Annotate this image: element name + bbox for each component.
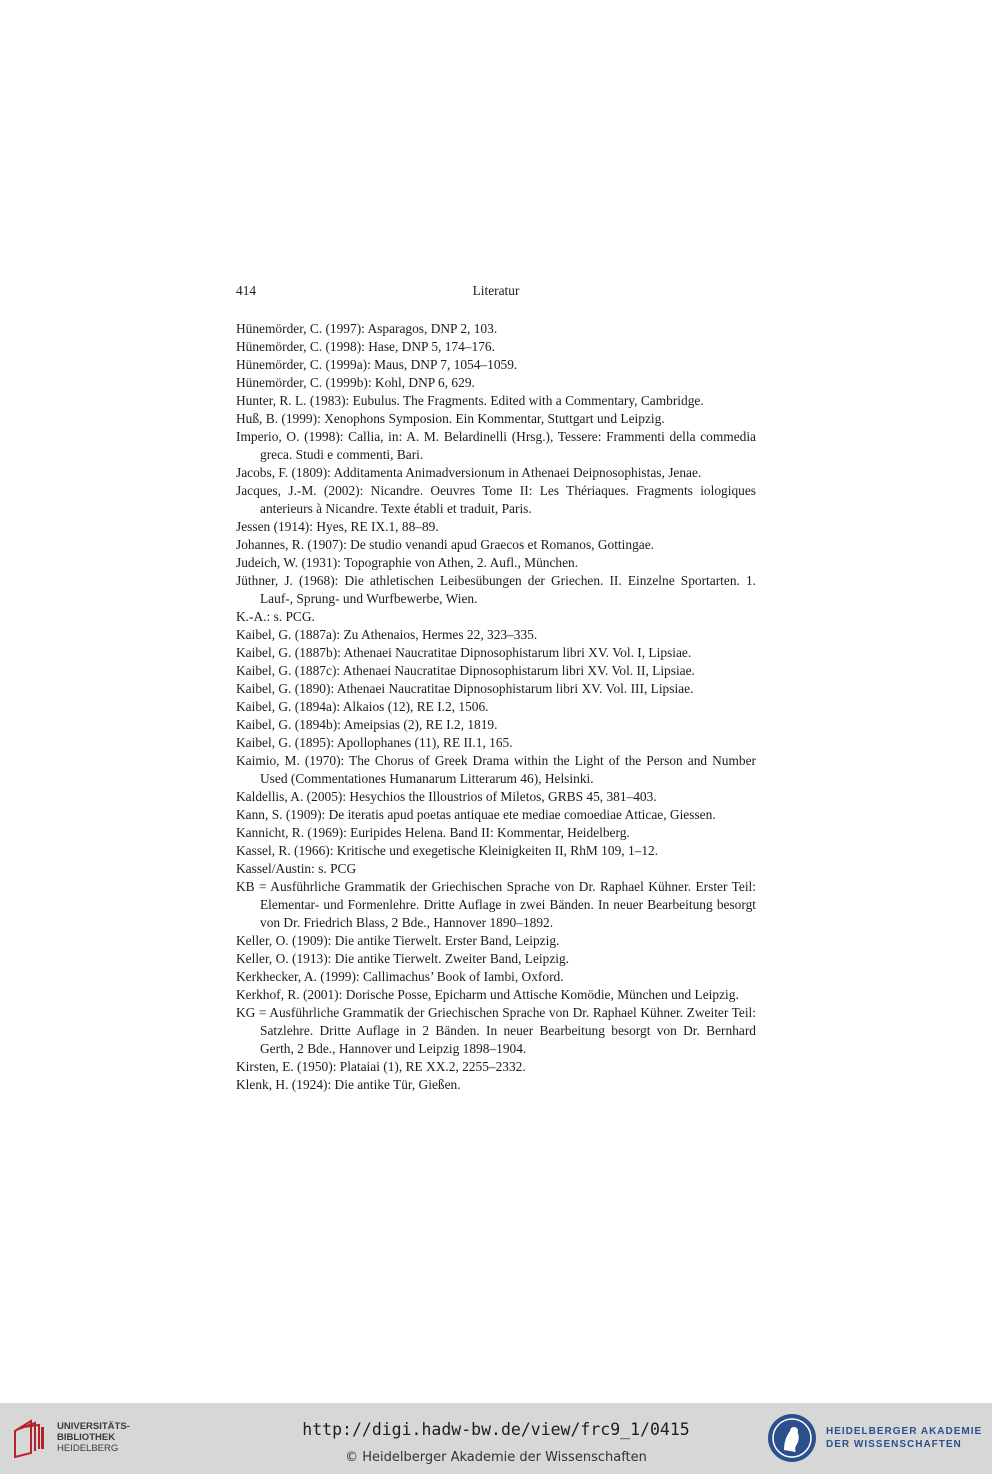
academy-name: [826, 1426, 982, 1451]
bibliography-entry: Kerkhecker, A. (1999): Callimachus’ Book of Iambi, Oxford.: [236, 969, 564, 984]
bibliography-entry: Jüthner, J. (1968): Die athletischen Leibesübungen der Griechen. II. Einzelne Sportarten. 1. Lauf-, Sprung- und Wurfbewerbe, Wien.: [236, 573, 756, 606]
bibliography-entry: Kannicht, R. (1969): Euripides Helena. Band II: Kommentar, Heidelberg.: [236, 825, 630, 840]
bibliography-entry: Kaibel, G. (1894a): Alkaios (12), RE I.2, 1506.: [236, 699, 489, 714]
bibliography-entry: Keller, O. (1913): Die antike Tierwelt. Zweiter Band, Leipzig.: [236, 951, 570, 966]
bibliography-entry: Klenk, H. (1924): Die antike Tür, Gießen.: [236, 1077, 461, 1092]
academy-line-1: HEIDELBERGER AKADEMIE: [826, 1426, 983, 1437]
bibliography-entry: Hünemörder, C. (1998): Hase, DNP 5, 174–176.: [236, 339, 495, 354]
bibliography-entry: Kaldellis, A. (2005): Hesychios the Illoustrios of Miletos, GRBS 45, 381–403.: [236, 789, 657, 804]
bibliography-entry: Kaibel, G. (1887a): Zu Athenaios, Hermes 22, 323–335.: [236, 627, 538, 642]
ub-line-2: BIBLIOTHEK: [57, 1432, 116, 1443]
bibliography-entry: KB = Ausführliche Grammatik der Griechischen Sprache von Dr. Raphael Kühner. Erster Teil: Elementar- und Formenlehre. Dritte Auflage in zwei Bänden. In neuer Bearbeitung besorgt von Dr. Friedrich Blass, 2 Bde., Hannover 1890–1892.: [236, 879, 756, 930]
bibliography-entry: Johannes, R. (1907): De studio venandi apud Graecos et Romanos, Gottingae.: [236, 537, 654, 552]
bibliography-entry: Jacques, J.-M. (2002): Nicandre. Oeuvres Tome II: Les Thériaques. Fragments iologiques anterieurs à Nicandre. Texte établi et traduit, Paris.: [236, 483, 756, 516]
permalink-url[interactable]: http://digi.hadw-bw.de/view/frc9_1/0415: [302, 1420, 690, 1439]
running-title: Literatur: [472, 283, 520, 298]
bibliography-list: [236, 320, 756, 1094]
bibliography-entry: Jacobs, F. (1809): Additamenta Animadversionum in Athenaei Deipnosophistas, Jenae.: [236, 465, 702, 480]
bibliography-entry: Imperio, O. (1998): Callia, in: A. M. Belardinelli (Hrsg.), Tessere: Frammenti della commedia greca. Studi e commenti, Bari.: [236, 429, 756, 462]
page-number: 414: [236, 283, 257, 298]
bibliography-entry: Kaibel, G. (1894b): Ameipsias (2), RE I.2, 1819.: [236, 717, 498, 732]
bibliography-entry: Hünemörder, C. (1999a): Maus, DNP 7, 1054–1059.: [236, 357, 518, 372]
bibliography-entry: Kaibel, G. (1887b): Athenaei Naucratitae Dipnosophistarum libri XV. Vol. I, Lipsiae.: [236, 645, 692, 660]
bibliography-entry: Kaimio, M. (1970): The Chorus of Greek Drama within the Light of the Person and Number Used (Commentationes Humanarum Litterarum 46), Helsinki.: [236, 753, 756, 786]
bibliography-entry: Kassel, R. (1966): Kritische und exegetische Kleinigkeiten II, RhM 109, 1–12.: [236, 843, 659, 858]
bibliography-entry: K.-A.: s. PCG.: [236, 609, 315, 624]
bibliography-entry: Hunter, R. L. (1983): Eubulus. The Fragments. Edited with a Commentary, Cambridge.: [236, 393, 704, 408]
bibliography-entry: Hünemörder, C. (1999b): Kohl, DNP 6, 629.: [236, 375, 475, 390]
bibliography-entry: Hünemörder, C. (1997): Asparagos, DNP 2, 103.: [236, 321, 498, 336]
academy-line-2: DER WISSENSCHAFTEN: [826, 1438, 962, 1450]
bibliography-entry: KG = Ausführliche Grammatik der Griechischen Sprache von Dr. Raphael Kühner. Zweiter Teil: Satzlehre. Dritte Auflage in 2 Bänden. In neuer Bearbeitung besorgt von Dr. Bernhard Gerth, 2 Bde., Hannover und Leipzig 1898–1904.: [236, 1005, 756, 1056]
footer-bar: [0, 1403, 992, 1474]
bibliography-entry: Kerkhof, R. (2001): Dorische Posse, Epicharm und Attische Komödie, München und Leipzig.: [236, 987, 739, 1002]
ub-line-3: HEIDELBERG: [57, 1443, 119, 1454]
bibliography-entry: Jessen (1914): Hyes, RE IX.1, 88–89.: [236, 519, 439, 534]
ub-line-1: UNIVERSITÄTS-: [57, 1421, 130, 1432]
bibliography-entry: Kaibel, G. (1895): Apollophanes (11), RE II.1, 165.: [236, 735, 513, 750]
copyright-notice: © Heidelberger Akademie der Wissenschaften: [345, 1450, 647, 1465]
bibliography-entry: Kann, S. (1909): De iteratis apud poetas antiquae ete mediae comoediae Atticae, Giessen.: [236, 807, 716, 822]
bibliography-entry: Kirsten, E. (1950): Plataiai (1), RE XX.2, 2255–2332.: [236, 1059, 526, 1074]
academy-seal-icon: [766, 1412, 818, 1464]
bibliography-entry: Kassel/Austin: s. PCG: [236, 861, 357, 876]
bibliography-entry: Huß, B. (1999): Xenophons Symposion. Ein Kommentar, Stuttgart und Leipzig.: [236, 411, 665, 426]
page-header: [236, 283, 756, 303]
bibliography-entry: Kaibel, G. (1887c): Athenaei Naucratitae Dipnosophistarum libri XV. Vol. II, Lipsiae.: [236, 663, 695, 678]
bibliography-entry: Keller, O. (1909): Die antike Tierwelt. Erster Band, Leipzig.: [236, 933, 560, 948]
bibliography-entry: Judeich, W. (1931): Topographie von Athen, 2. Aufl., München.: [236, 555, 579, 570]
bibliography-entry: Kaibel, G. (1890): Athenaei Naucratitae Dipnosophistarum libri XV. Vol. III, Lipsiae.: [236, 681, 694, 696]
